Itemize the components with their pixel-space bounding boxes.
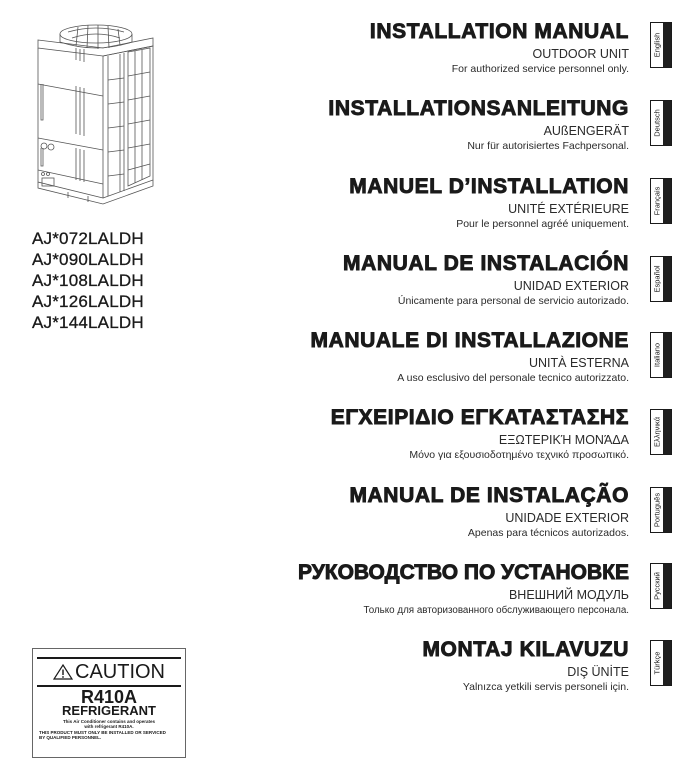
model-number: AJ*090LALDH	[32, 250, 144, 269]
section-portugues	[349, 484, 629, 541]
service-warning	[39, 730, 185, 740]
manual-title: MANUALE DI INSTALLAZIONE	[310, 329, 629, 352]
language-tab-deutsch[interactable]	[650, 100, 672, 146]
refrigerant-word: REFRIGERANT	[62, 703, 156, 718]
personnel-note: Yalnızca yetkili servis personeli için.	[462, 681, 629, 693]
unit-type: UNIDAD EXTERIOR	[513, 279, 629, 293]
language-tab-portugues[interactable]	[650, 487, 672, 533]
model-number: AJ*072LALDH	[32, 229, 144, 248]
caution-heading	[33, 661, 185, 683]
personnel-note: Nur für autorisiertes Fachpersonal.	[467, 140, 629, 152]
section-italiano	[311, 329, 630, 386]
unit-type: OUTDOOR UNIT	[532, 47, 629, 61]
caution-text: CAUTION	[75, 661, 165, 683]
refrigerant-code: R410A	[80, 687, 138, 707]
manual-title: INSTALLATION MANUAL	[369, 20, 629, 43]
language-tab-turkce[interactable]	[650, 640, 672, 686]
unit-type: AUßENGERÄT	[543, 124, 629, 138]
manual-title: MONTAJ KILAVUZU	[422, 638, 629, 661]
language-tab-francais[interactable]	[650, 178, 672, 224]
tab-strip	[663, 564, 671, 608]
tab-strip	[663, 257, 671, 301]
tab-label: Français	[652, 186, 662, 216]
tab-label: English	[652, 32, 662, 58]
language-tab-english[interactable]	[650, 22, 672, 68]
language-tab-italiano[interactable]	[650, 332, 672, 378]
tab-strip	[663, 101, 671, 145]
outdoor-unit-illustration	[28, 20, 158, 210]
tab-label: Türkçe	[652, 651, 662, 675]
language-tab-ellinika[interactable]	[650, 409, 672, 455]
refrigerant-note-line: This Air Conditioner contains and operates	[62, 719, 156, 724]
section-francais	[349, 175, 629, 232]
unit-type: ВНЕШНИЙ МОДУЛЬ	[508, 588, 629, 602]
manual-title: MANUAL DE INSTALAÇÃO	[349, 484, 629, 507]
manual-title: MANUEL D’INSTALLATION	[349, 175, 629, 198]
personnel-note: Только для авторизованного обслуживающего персонала.	[363, 605, 629, 616]
unit-type: DIŞ ÜNİTE	[567, 665, 629, 679]
refrigerant-note	[33, 719, 185, 729]
tab-label: Português	[652, 492, 662, 528]
caution-label	[32, 648, 186, 758]
model-number: AJ*108LALDH	[32, 271, 144, 290]
personnel-note: Apenas para técnicos autorizados.	[467, 527, 629, 539]
section-russkiy	[298, 561, 629, 618]
model-number: AJ*126LALDH	[32, 292, 144, 311]
manual-title: ΕΓΧΕΙΡΙΔΙΟ ΕΓΚΑΤΑΣΤΑΣΗΣ	[330, 406, 629, 429]
service-warning-line: THIS PRODUCT MUST ONLY BE INSTALLED OR SERVICED	[39, 730, 166, 735]
manual-title: MANUAL DE INSTALACIÓN	[343, 252, 629, 275]
unit-type: UNIDADE EXTERIOR	[505, 511, 629, 525]
service-warning-line: BY QUALIFIED PERSONNEL.	[39, 735, 102, 740]
language-tab-espanol[interactable]	[650, 256, 672, 302]
section-english	[370, 20, 629, 77]
tab-label: Deutsch	[652, 109, 662, 137]
personnel-note: A uso esclusivo del personale tecnico autorizzato.	[397, 372, 629, 384]
tab-label: Русский	[652, 572, 662, 600]
manual-title: INSTALLATIONSANLEITUNG	[328, 97, 629, 120]
manual-title: РУКОВОДСТВО ПО УСТАНОВКЕ	[297, 561, 629, 584]
language-tab-russkiy[interactable]	[650, 563, 672, 609]
refrigerant-note-line: with refrigerant R410A.	[84, 724, 134, 729]
divider	[37, 657, 181, 659]
personnel-note: For authorized service personnel only.	[451, 63, 629, 75]
tab-label: Español	[652, 265, 662, 293]
tab-strip	[663, 410, 671, 454]
section-ellinika	[331, 406, 629, 463]
model-number: AJ*144LALDH	[32, 313, 144, 332]
tab-strip	[663, 333, 671, 377]
unit-type: UNITÉ EXTÉRIEURE	[508, 202, 629, 216]
personnel-note: Únicamente para personal de servicio autorizado.	[397, 295, 629, 307]
tab-strip	[663, 488, 671, 532]
tab-strip	[663, 641, 671, 685]
model-list	[32, 228, 144, 333]
unit-type: ΕΞΩΤΕΡΙΚΉ ΜΟΝΆΔΑ	[498, 433, 629, 447]
tab-label: Ελληνικά	[652, 416, 662, 448]
unit-type: UNITÀ ESTERNA	[528, 356, 629, 370]
tab-strip	[663, 179, 671, 223]
tab-label: Italiano	[652, 342, 662, 368]
personnel-note: Μόνο για εξουσιοδοτημένο τεχνικό προσωπικό.	[409, 449, 629, 461]
personnel-note: Pour le personnel agréé uniquement.	[456, 218, 629, 230]
tab-strip	[663, 23, 671, 67]
warning-triangle-icon	[53, 664, 73, 680]
section-espanol	[343, 252, 629, 309]
section-deutsch	[328, 97, 629, 154]
section-turkce	[422, 638, 629, 695]
